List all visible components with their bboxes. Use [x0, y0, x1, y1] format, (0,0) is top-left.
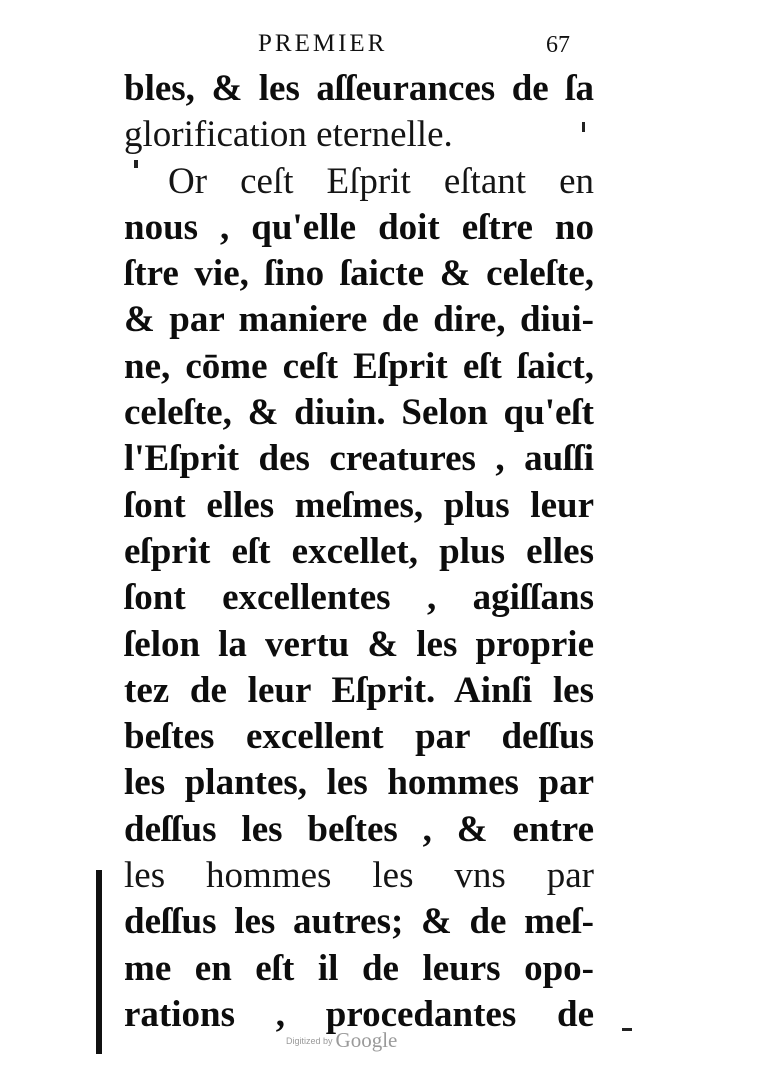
page-header [0, 30, 768, 64]
text-line: les hommes les vns par [124, 855, 594, 897]
text-line: glorification eternelle. [124, 114, 453, 156]
text-line: & par maniere de dire, diui- [124, 299, 594, 341]
text-line: tez de leur Eſprit. Ainſi les [124, 669, 594, 711]
text-line: deſſus les beſtes , & entre [124, 808, 594, 850]
google-logo: Google [335, 1028, 398, 1052]
ink-speck [582, 122, 585, 132]
text-line: ſont excellentes , agiſſans [124, 577, 594, 619]
digitized-watermark [286, 1028, 397, 1053]
text-line: ſont elles meſmes, plus leur [124, 484, 594, 526]
text-line: rations , procedantes de [124, 993, 594, 1035]
running-title: PREMIER [258, 30, 388, 57]
page-number: 67 [546, 32, 570, 58]
text-line: ſelon la vertu & les proprie [124, 623, 594, 665]
text-line: les plantes, les hommes par [124, 762, 594, 804]
text-line: beſtes excellent par deſſus [124, 716, 594, 758]
digitized-label: Digitized by [286, 1035, 333, 1046]
text-line: nous , qu'elle doit eſtre no [124, 206, 594, 248]
page-footer [0, 1026, 768, 1056]
text-line: bles, & les aſſeurances de ſa [124, 68, 594, 109]
text-line: Or ceſt Eſprit eſtant en [168, 160, 594, 202]
body-text [124, 66, 594, 1038]
text-line: l'Eſprit des creatures , auſſi [124, 438, 594, 480]
text-line: me en eſt il de leurs opo- [124, 947, 594, 989]
text-line: ſtre vie, ſino ſaicte & celeſte, [124, 253, 594, 295]
ink-speck [134, 160, 138, 168]
text-line: eſprit eſt excellet, plus elles [124, 530, 594, 572]
text-line: celeſte, & diuin. Selon qu'eſt [124, 392, 594, 434]
text-line: deſſus les autres; & de meſ- [124, 901, 594, 943]
text-line: ne, cōme ceſt Eſprit eſt ſaict, [124, 345, 594, 387]
